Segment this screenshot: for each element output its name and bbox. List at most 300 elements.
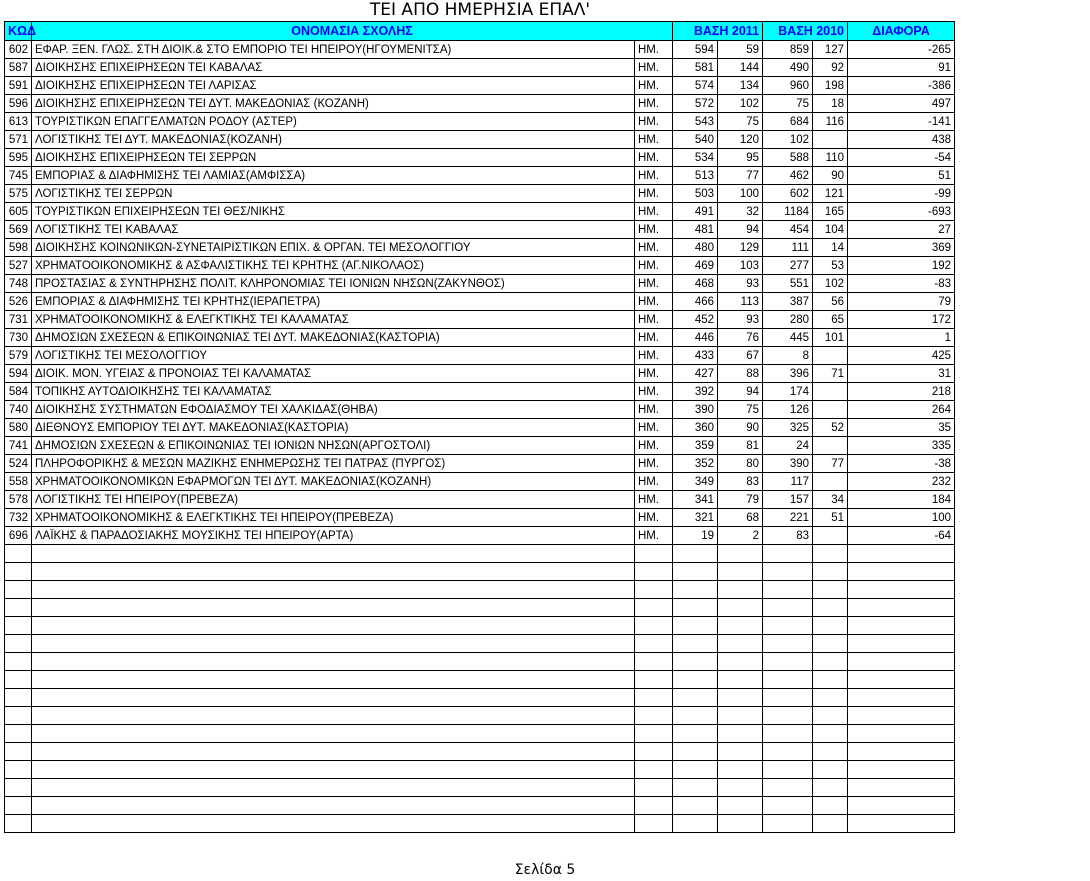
empty-cell (813, 797, 848, 815)
empty-cell (813, 815, 848, 833)
cell-code: 605 (5, 203, 32, 221)
cell-base-2010: 551 (763, 275, 813, 293)
cell-count-2010: 92 (813, 59, 848, 77)
empty-cell (813, 779, 848, 797)
cell-count-2010: 77 (813, 455, 848, 473)
empty-cell (5, 779, 32, 797)
empty-cell (635, 617, 673, 635)
cell-count-2010 (813, 437, 848, 455)
cell-type: ΗΜ. (635, 41, 673, 59)
empty-cell (5, 815, 32, 833)
cell-count-2010: 71 (813, 365, 848, 383)
empty-cell (673, 797, 718, 815)
cell-base-2011: 540 (673, 131, 718, 149)
cell-base-2011: 572 (673, 95, 718, 113)
table-row (5, 383, 955, 401)
cell-difference: 438 (848, 131, 955, 149)
cell-code: 748 (5, 275, 32, 293)
empty-row (5, 689, 955, 707)
table-row (5, 275, 955, 293)
cell-base-2010: 684 (763, 113, 813, 131)
header-base-2011: ΒΑΣΗ 2011 (673, 22, 763, 41)
cell-code: 527 (5, 257, 32, 275)
empty-cell (848, 725, 955, 743)
cell-type: ΗΜ. (635, 257, 673, 275)
cell-base-2011: 19 (673, 527, 718, 545)
cell-type: ΗΜ. (635, 113, 673, 131)
empty-cell (763, 635, 813, 653)
cell-base-2011: 491 (673, 203, 718, 221)
empty-cell (813, 563, 848, 581)
empty-cell (5, 599, 32, 617)
cell-code: 579 (5, 347, 32, 365)
table-row (5, 221, 955, 239)
empty-cell (718, 671, 763, 689)
cell-difference: 31 (848, 365, 955, 383)
schools-table (4, 21, 955, 833)
cell-code: 741 (5, 437, 32, 455)
cell-count-2011: 67 (718, 347, 763, 365)
empty-cell (813, 581, 848, 599)
cell-count-2010: 104 (813, 221, 848, 239)
cell-base-2010: 221 (763, 509, 813, 527)
header-base-2010: ΒΑΣΗ 2010 (763, 22, 848, 41)
cell-count-2010: 18 (813, 95, 848, 113)
empty-cell (32, 761, 635, 779)
empty-cell (5, 581, 32, 599)
cell-count-2011: 120 (718, 131, 763, 149)
empty-cell (763, 725, 813, 743)
empty-cell (32, 743, 635, 761)
cell-school-name: ΔΙΟΙΚ. ΜΟΝ. ΥΓΕΙΑΣ & ΠΡΟΝΟΙΑΣ ΤΕΙ ΚΑΛΑΜΑΤΑΣ (32, 365, 635, 383)
empty-cell (635, 689, 673, 707)
cell-base-2011: 392 (673, 383, 718, 401)
empty-cell (32, 581, 635, 599)
empty-cell (673, 689, 718, 707)
empty-cell (718, 617, 763, 635)
empty-cell (635, 671, 673, 689)
cell-base-2011: 581 (673, 59, 718, 77)
cell-school-name: ΔΙΟΙΚΗΣΗΣ ΚΟΙΝΩΝΙΚΩΝ-ΣΥΝΕΤΑΙΡΙΣΤΙΚΩΝ ΕΠΙΧ. & ΟΡΓΑΝ. ΤΕΙ ΜΕΣΟΛΟΓΓΙΟΥ (32, 239, 635, 257)
cell-count-2011: 93 (718, 275, 763, 293)
empty-cell (673, 761, 718, 779)
cell-type: ΗΜ. (635, 509, 673, 527)
cell-base-2010: 396 (763, 365, 813, 383)
cell-code: 587 (5, 59, 32, 77)
empty-cell (673, 743, 718, 761)
cell-school-name: ΧΡΗΜΑΤΟΟΙΚΟΝΟΜΙΚΗΣ & ΕΛΕΓΚΤΙΚΗΣ ΤΕΙ ΗΠΕΙΡΟΥ(ΠΡΕΒΕΖΑ) (32, 509, 635, 527)
table-row (5, 419, 955, 437)
empty-cell (848, 689, 955, 707)
empty-cell (5, 725, 32, 743)
cell-base-2011: 360 (673, 419, 718, 437)
cell-count-2011: 81 (718, 437, 763, 455)
cell-count-2010 (813, 401, 848, 419)
table-row (5, 527, 955, 545)
table-row (5, 293, 955, 311)
empty-cell (635, 779, 673, 797)
empty-cell (848, 797, 955, 815)
empty-row (5, 779, 955, 797)
empty-cell (673, 671, 718, 689)
cell-code: 569 (5, 221, 32, 239)
cell-difference: -38 (848, 455, 955, 473)
cell-count-2011: 32 (718, 203, 763, 221)
table-row (5, 59, 955, 77)
table-row (5, 95, 955, 113)
cell-base-2010: 75 (763, 95, 813, 113)
empty-cell (813, 689, 848, 707)
header-difference: ΔΙΑΦΟΡΑ (848, 22, 955, 41)
cell-base-2011: 574 (673, 77, 718, 95)
cell-count-2011: 100 (718, 185, 763, 203)
cell-count-2011: 103 (718, 257, 763, 275)
cell-count-2010: 51 (813, 509, 848, 527)
cell-count-2010: 121 (813, 185, 848, 203)
cell-school-name: ΔΙΟΙΚΗΣΗΣ ΕΠΙΧΕΙΡΗΣΕΩΝ ΤΕΙ ΚΑΒΑΛΑΣ (32, 59, 635, 77)
cell-type: ΗΜ. (635, 239, 673, 257)
empty-cell (5, 707, 32, 725)
empty-cell (32, 599, 635, 617)
cell-code: 578 (5, 491, 32, 509)
cell-base-2011: 534 (673, 149, 718, 167)
cell-difference: 232 (848, 473, 955, 491)
empty-cell (718, 653, 763, 671)
cell-base-2011: 349 (673, 473, 718, 491)
cell-count-2010 (813, 347, 848, 365)
empty-cell (763, 779, 813, 797)
empty-cell (718, 707, 763, 725)
cell-base-2011: 466 (673, 293, 718, 311)
empty-cell (848, 743, 955, 761)
empty-cell (813, 761, 848, 779)
empty-cell (763, 581, 813, 599)
empty-cell (763, 599, 813, 617)
empty-row (5, 743, 955, 761)
empty-cell (718, 689, 763, 707)
cell-base-2010: 445 (763, 329, 813, 347)
empty-cell (32, 671, 635, 689)
empty-cell (673, 581, 718, 599)
table-header-row (5, 22, 955, 41)
empty-cell (813, 725, 848, 743)
empty-cell (848, 671, 955, 689)
cell-school-name: ΤΟΠΙΚΗΣ ΑΥΤΟΔΙΟΙΚΗΣΗΣ ΤΕΙ ΚΑΛΑΜΑΤΑΣ (32, 383, 635, 401)
cell-base-2011: 390 (673, 401, 718, 419)
cell-school-name: ΠΛΗΡΟΦΟΡΙΚΗΣ & ΜΕΣΩΝ ΜΑΖΙΚΗΣ ΕΝΗΜΕΡΩΣΗΣ ΤΕΙ ΠΑΤΡΑΣ (ΠΥΡΓΟΣ) (32, 455, 635, 473)
table-row (5, 491, 955, 509)
table-row (5, 77, 955, 95)
cell-school-name: ΛΟΓΙΣΤΙΚΗΣ ΤΕΙ ΜΕΣΟΛΟΓΓΙΟΥ (32, 347, 635, 365)
empty-cell (763, 743, 813, 761)
cell-base-2011: 341 (673, 491, 718, 509)
empty-cell (813, 671, 848, 689)
cell-base-2011: 446 (673, 329, 718, 347)
cell-type: ΗΜ. (635, 77, 673, 95)
empty-row (5, 581, 955, 599)
empty-cell (635, 635, 673, 653)
cell-count-2010 (813, 383, 848, 401)
empty-cell (718, 779, 763, 797)
empty-cell (673, 653, 718, 671)
cell-difference: 192 (848, 257, 955, 275)
empty-cell (848, 563, 955, 581)
cell-base-2010: 280 (763, 311, 813, 329)
cell-school-name: ΕΦΑΡ. ΞΕΝ. ΓΛΩΣ. ΣΤΗ ΔΙΟΙΚ.& ΣΤΟ ΕΜΠΟΡΙΟ ΤΕΙ ΗΠΕΙΡΟΥ(ΗΓΟΥΜΕΝΙΤΣΑ) (32, 41, 635, 59)
empty-cell (763, 671, 813, 689)
cell-code: 526 (5, 293, 32, 311)
cell-count-2011: 59 (718, 41, 763, 59)
empty-cell (635, 653, 673, 671)
cell-school-name: ΔΗΜΟΣΙΩΝ ΣΧΕΣΕΩΝ & ΕΠΙΚΟΙΝΩΝΙΑΣ ΤΕΙ ΙΟΝΙΩΝ ΝΗΣΩΝ(ΑΡΓΟΣΤΟΛΙ) (32, 437, 635, 455)
table-row (5, 203, 955, 221)
cell-count-2010: 127 (813, 41, 848, 59)
empty-cell (5, 635, 32, 653)
cell-base-2011: 543 (673, 113, 718, 131)
cell-count-2011: 80 (718, 455, 763, 473)
cell-code: 596 (5, 95, 32, 113)
cell-type: ΗΜ. (635, 149, 673, 167)
cell-base-2010: 83 (763, 527, 813, 545)
empty-cell (763, 653, 813, 671)
cell-school-name: ΕΜΠΟΡΙΑΣ & ΔΙΑΦΗΜΙΣΗΣ ΤΕΙ ΚΡΗΤΗΣ(ΙΕΡΑΠΕΤΡΑ) (32, 293, 635, 311)
cell-base-2010: 859 (763, 41, 813, 59)
cell-difference: 264 (848, 401, 955, 419)
empty-cell (763, 815, 813, 833)
cell-school-name: ΛΟΓΙΣΤΙΚΗΣ ΤΕΙ ΗΠΕΙΡΟΥ(ΠΡΕΒΕΖΑ) (32, 491, 635, 509)
empty-cell (673, 545, 718, 563)
cell-type: ΗΜ. (635, 131, 673, 149)
empty-row (5, 617, 955, 635)
cell-type: ΗΜ. (635, 221, 673, 239)
cell-count-2011: 102 (718, 95, 763, 113)
table-row (5, 131, 955, 149)
empty-cell (848, 779, 955, 797)
empty-cell (32, 707, 635, 725)
empty-cell (32, 815, 635, 833)
cell-base-2011: 469 (673, 257, 718, 275)
empty-cell (635, 815, 673, 833)
cell-base-2010: 117 (763, 473, 813, 491)
cell-base-2010: 102 (763, 131, 813, 149)
empty-row (5, 635, 955, 653)
empty-cell (673, 635, 718, 653)
cell-difference: 100 (848, 509, 955, 527)
cell-base-2010: 490 (763, 59, 813, 77)
cell-base-2011: 352 (673, 455, 718, 473)
empty-row (5, 653, 955, 671)
empty-cell (673, 725, 718, 743)
cell-difference: -265 (848, 41, 955, 59)
cell-type: ΗΜ. (635, 167, 673, 185)
cell-type: ΗΜ. (635, 347, 673, 365)
cell-base-2011: 503 (673, 185, 718, 203)
empty-cell (848, 707, 955, 725)
cell-count-2010: 101 (813, 329, 848, 347)
table-row (5, 311, 955, 329)
table-row (5, 41, 955, 59)
cell-type: ΗΜ. (635, 437, 673, 455)
empty-cell (635, 725, 673, 743)
cell-code: 558 (5, 473, 32, 491)
cell-type: ΗΜ. (635, 293, 673, 311)
empty-cell (673, 779, 718, 797)
cell-difference: 79 (848, 293, 955, 311)
cell-type: ΗΜ. (635, 383, 673, 401)
table-row (5, 365, 955, 383)
empty-row (5, 797, 955, 815)
cell-type: ΗΜ. (635, 59, 673, 77)
table-row (5, 347, 955, 365)
cell-school-name: ΔΗΜΟΣΙΩΝ ΣΧΕΣΕΩΝ & ΕΠΙΚΟΙΝΩΝΙΑΣ ΤΕΙ ΔΥΤ. ΜΑΚΕΔΟΝΙΑΣ(ΚΑΣΤΟΡΙΑ) (32, 329, 635, 347)
cell-base-2011: 321 (673, 509, 718, 527)
cell-count-2011: 144 (718, 59, 763, 77)
table-row (5, 257, 955, 275)
empty-row (5, 761, 955, 779)
cell-base-2011: 481 (673, 221, 718, 239)
cell-count-2010 (813, 131, 848, 149)
cell-code: 740 (5, 401, 32, 419)
cell-count-2010: 102 (813, 275, 848, 293)
empty-cell (718, 599, 763, 617)
empty-cell (635, 707, 673, 725)
cell-count-2010 (813, 527, 848, 545)
cell-count-2011: 88 (718, 365, 763, 383)
cell-count-2010: 14 (813, 239, 848, 257)
cell-count-2011: 90 (718, 419, 763, 437)
cell-count-2011: 75 (718, 401, 763, 419)
cell-count-2011: 68 (718, 509, 763, 527)
page-title: ΤΕΙ ΑΠΟ ΗΜΕΡΗΣΙΑ ΕΠΑΛ' (369, 0, 591, 20)
cell-code: 584 (5, 383, 32, 401)
cell-count-2011: 93 (718, 311, 763, 329)
cell-base-2010: 277 (763, 257, 813, 275)
cell-base-2010: 126 (763, 401, 813, 419)
empty-cell (32, 653, 635, 671)
empty-cell (813, 599, 848, 617)
cell-base-2010: 602 (763, 185, 813, 203)
cell-code: 595 (5, 149, 32, 167)
cell-type: ΗΜ. (635, 491, 673, 509)
cell-code: 745 (5, 167, 32, 185)
cell-base-2010: 174 (763, 383, 813, 401)
empty-cell (813, 743, 848, 761)
empty-cell (32, 563, 635, 581)
cell-school-name: ΧΡΗΜΑΤΟΟΙΚΟΝΟΜΙΚΗΣ & ΑΣΦΑΛΙΣΤΙΚΗΣ ΤΕΙ ΚΡΗΤΗΣ (ΑΓ.ΝΙΚΟΛΑΟΣ) (32, 257, 635, 275)
cell-difference: 218 (848, 383, 955, 401)
table-row (5, 437, 955, 455)
empty-cell (32, 617, 635, 635)
cell-type: ΗΜ. (635, 455, 673, 473)
cell-difference: 335 (848, 437, 955, 455)
cell-count-2011: 95 (718, 149, 763, 167)
cell-base-2011: 427 (673, 365, 718, 383)
cell-type: ΗΜ. (635, 311, 673, 329)
cell-difference: 425 (848, 347, 955, 365)
header-code: ΚΩΔ (5, 22, 32, 41)
empty-cell (848, 581, 955, 599)
header-school-name: ΟΝΟΜΑΣΙΑ ΣΧΟΛΗΣ (32, 22, 673, 41)
cell-school-name: ΔΙΟΙΚΗΣΗΣ ΣΥΣΤΗΜΑΤΩΝ ΕΦΟΔΙΑΣΜΟΥ ΤΕΙ ΧΑΛΚΙΔΑΣ(ΘΗΒΑ) (32, 401, 635, 419)
empty-cell (5, 617, 32, 635)
empty-cell (848, 617, 955, 635)
empty-cell (5, 689, 32, 707)
empty-cell (673, 599, 718, 617)
cell-count-2010: 65 (813, 311, 848, 329)
empty-cell (635, 761, 673, 779)
table-row (5, 473, 955, 491)
empty-cell (718, 815, 763, 833)
cell-base-2010: 588 (763, 149, 813, 167)
cell-school-name: ΛΟΓΙΣΤΙΚΗΣ ΤΕΙ ΚΑΒΑΛΑΣ (32, 221, 635, 239)
cell-count-2011: 94 (718, 383, 763, 401)
cell-school-name: ΔΙΟΙΚΗΣΗΣ ΕΠΙΧΕΙΡΗΣΕΩΝ ΤΕΙ ΣΕΡΡΩΝ (32, 149, 635, 167)
cell-code: 571 (5, 131, 32, 149)
cell-type: ΗΜ. (635, 473, 673, 491)
cell-difference: -99 (848, 185, 955, 203)
empty-cell (718, 581, 763, 599)
table-row (5, 401, 955, 419)
empty-cell (5, 797, 32, 815)
empty-cell (32, 689, 635, 707)
cell-base-2011: 359 (673, 437, 718, 455)
cell-base-2010: 390 (763, 455, 813, 473)
cell-school-name: ΧΡΗΜΑΤΟΟΙΚΟΝΟΜΙΚΩΝ ΕΦΑΡΜΟΓΩΝ ΤΕΙ ΔΥΤ. ΜΑΚΕΔΟΝΙΑΣ(ΚΟΖΑΝΗ) (32, 473, 635, 491)
empty-cell (718, 545, 763, 563)
cell-count-2011: 75 (718, 113, 763, 131)
empty-row (5, 563, 955, 581)
empty-cell (763, 563, 813, 581)
empty-cell (718, 725, 763, 743)
cell-difference: -141 (848, 113, 955, 131)
empty-cell (32, 797, 635, 815)
empty-cell (718, 761, 763, 779)
empty-cell (5, 653, 32, 671)
empty-cell (5, 563, 32, 581)
empty-cell (673, 617, 718, 635)
cell-code: 524 (5, 455, 32, 473)
cell-count-2011: 79 (718, 491, 763, 509)
cell-base-2010: 462 (763, 167, 813, 185)
empty-cell (763, 617, 813, 635)
empty-cell (635, 797, 673, 815)
cell-count-2011: 76 (718, 329, 763, 347)
empty-cell (848, 599, 955, 617)
cell-school-name: ΠΡΟΣΤΑΣΙΑΣ & ΣΥΝΤΗΡΗΣΗΣ ΠΟΛΙΤ. ΚΛΗΡΟΝΟΜΙΑΣ ΤΕΙ ΙΟΝΙΩΝ ΝΗΣΩΝ(ΖΑΚΥΝΘΟΣ) (32, 275, 635, 293)
cell-type: ΗΜ. (635, 95, 673, 113)
empty-cell (673, 563, 718, 581)
cell-base-2010: 157 (763, 491, 813, 509)
cell-type: ΗΜ. (635, 203, 673, 221)
cell-count-2010: 110 (813, 149, 848, 167)
cell-type: ΗΜ. (635, 185, 673, 203)
cell-base-2011: 513 (673, 167, 718, 185)
cell-count-2010: 116 (813, 113, 848, 131)
empty-cell (848, 653, 955, 671)
empty-row (5, 707, 955, 725)
empty-cell (32, 725, 635, 743)
cell-difference: 369 (848, 239, 955, 257)
cell-code: 731 (5, 311, 32, 329)
cell-count-2010: 90 (813, 167, 848, 185)
empty-cell (673, 815, 718, 833)
cell-type: ΗΜ. (635, 527, 673, 545)
cell-base-2010: 325 (763, 419, 813, 437)
cell-code: 732 (5, 509, 32, 527)
cell-school-name: ΛΟΓΙΣΤΙΚΗΣ ΤΕΙ ΣΕΡΡΩΝ (32, 185, 635, 203)
empty-cell (813, 653, 848, 671)
cell-base-2011: 452 (673, 311, 718, 329)
